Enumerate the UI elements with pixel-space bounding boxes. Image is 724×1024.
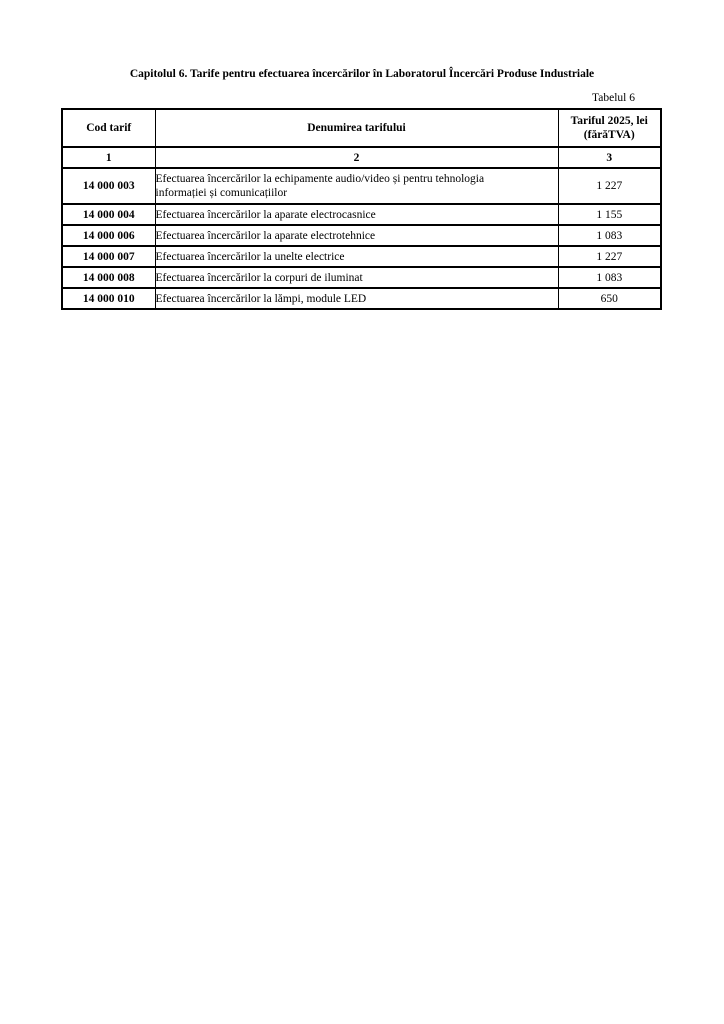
row-code: 14 000 007 — [62, 246, 155, 267]
column-number: 1 — [62, 147, 155, 168]
table-row — [62, 204, 661, 225]
column-number: 2 — [155, 147, 558, 168]
row-price: 650 — [558, 288, 661, 309]
header-price-line1: Tariful 2025, lei — [570, 115, 648, 127]
row-price: 1 083 — [558, 267, 661, 288]
header-price — [558, 109, 661, 147]
row-price: 1 155 — [558, 204, 661, 225]
row-name: Efectuarea încercărilor la lămpi, module LED — [155, 288, 558, 309]
table-label: Tabelul 6 — [592, 92, 635, 104]
header-price-line2: (fărăTVA) — [583, 129, 635, 141]
row-price: 1 227 — [558, 246, 661, 267]
row-code: 14 000 006 — [62, 225, 155, 246]
row-name: Efectuarea încercărilor la unelte electrice — [155, 246, 558, 267]
table-row — [62, 225, 661, 246]
table-row — [62, 288, 661, 309]
row-name: Efectuarea încercărilor la corpuri de iluminat — [155, 267, 558, 288]
chapter-title: Capitolul 6. Tarife pentru efectuarea încercărilor în Laboratorul Încercări Produse Industriale — [129, 68, 595, 80]
header-code: Cod tarif — [62, 109, 155, 147]
row-code: 14 000 004 — [62, 204, 155, 225]
row-code: 14 000 008 — [62, 267, 155, 288]
row-name-line2: informației și comunicațiilor — [155, 187, 288, 199]
row-name: Efectuarea încercărilor la aparate electrocasnice — [155, 204, 558, 225]
column-number-row — [62, 147, 661, 168]
row-name-line1: Efectuarea încercărilor la echipamente audio/video și pentru tehnologia — [155, 173, 485, 185]
tariff-table — [61, 108, 662, 310]
header-name: Denumirea tarifului — [155, 109, 558, 147]
table-row — [62, 267, 661, 288]
table-header-row — [62, 109, 661, 147]
table-row — [62, 168, 661, 204]
row-name — [155, 168, 558, 204]
column-number: 3 — [558, 147, 661, 168]
row-price: 1 227 — [558, 168, 661, 204]
row-name: Efectuarea încercărilor la aparate electrotehnice — [155, 225, 558, 246]
row-code: 14 000 010 — [62, 288, 155, 309]
table-row — [62, 246, 661, 267]
row-price: 1 083 — [558, 225, 661, 246]
row-code: 14 000 003 — [62, 168, 155, 204]
